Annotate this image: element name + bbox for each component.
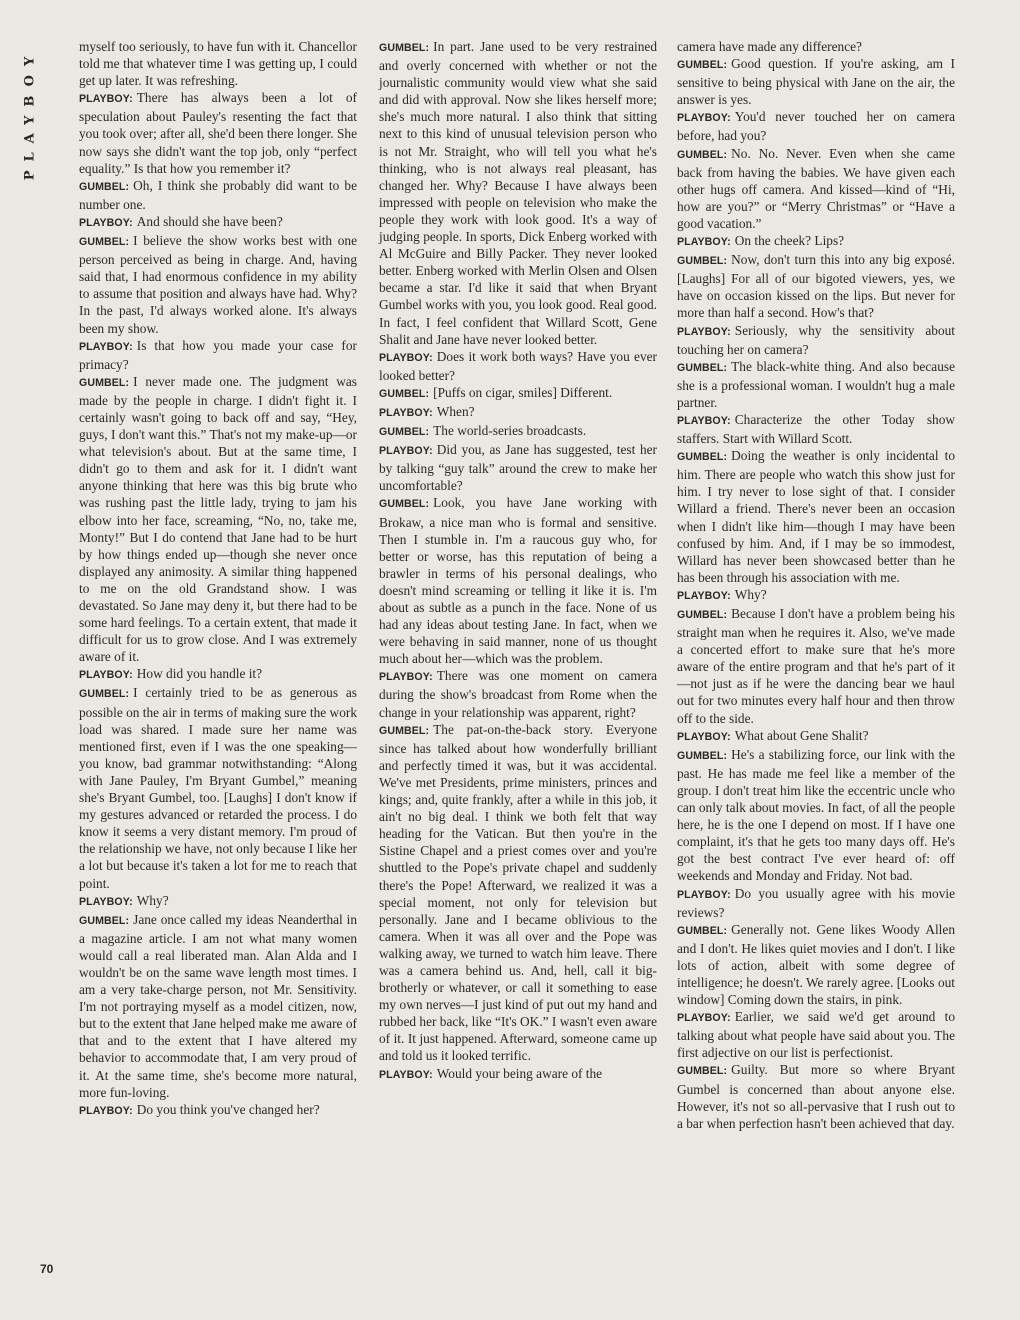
interview-paragraph [677, 1008, 955, 1061]
speaker-label: PLAYBOY: [79, 340, 133, 353]
speaker-label: PLAYBOY: [379, 1068, 433, 1081]
speaker-label: GUMBEL: [677, 609, 728, 621]
speaker-label: GUMBEL: [677, 148, 728, 161]
interview-paragraph [677, 145, 955, 232]
paragraph-text: Doing the weather is only incidental to him. There are people who watch this show just for him. I try never to lose sight of that. I consider Willard a friend. There's never been an occasion when I didn't like him—though I may have been confused by him. And, if I may be so immodest, Willard has never been showcased better than he has been through his association with me. [677, 448, 955, 585]
speaker-label: PLAYBOY: [379, 671, 433, 684]
interview-paragraph [677, 411, 955, 447]
paragraph-text: And should she have been? [136, 213, 283, 229]
speaker-label: PLAYBOY: [79, 669, 133, 682]
paragraph-text: Do you usually agree with his movie reviews? [677, 885, 955, 920]
speaker-label: GUMBEL: [677, 451, 728, 464]
paragraph-text: Good question. If you're asking, am I sensitive to being physical with Jane on the air, the answer is yes. [677, 56, 955, 108]
interview-paragraph [677, 447, 955, 586]
interview-paragraph [677, 55, 955, 108]
paragraph-text: Is that how you made your case for primacy? [79, 337, 357, 372]
paragraph-text: Did you, as Jane has suggested, test her by talking “guy talk” around the crew to make her uncomfortable? [379, 442, 657, 494]
paragraph-text: How did you handle it? [136, 666, 263, 682]
text-column-3 [677, 38, 955, 1132]
paragraph-text: Guilty. But more so where Bryant Gumbel is concerned than about anyone else. However, it's not so all-pervasive that I rush out to a bar when perfection hasn't been achieved that day. [677, 1062, 955, 1131]
interview-paragraph [79, 911, 357, 1101]
paragraph-text: Oh, I think she probably did want to be number one. [79, 177, 357, 212]
paragraph-text: Does it work both ways? Have you ever looked better? [379, 348, 657, 383]
interview-paragraph [677, 605, 955, 727]
speaker-label: PLAYBOY: [79, 93, 133, 106]
paragraph-text: Do you think you've changed her? [136, 1101, 320, 1117]
interview-paragraph [79, 892, 357, 911]
interview-paragraph [379, 667, 657, 720]
interview-paragraph [79, 177, 357, 213]
speaker-label: GUMBEL: [677, 255, 728, 268]
masthead-spine [18, 38, 58, 198]
text-column-2 [379, 38, 657, 1084]
text-column-1 [79, 38, 357, 1120]
interview-paragraph [379, 1065, 657, 1084]
speaker-label: GUMBEL: [79, 180, 130, 193]
interview-paragraph [677, 727, 955, 746]
paragraph-text: camera have made any difference? [677, 39, 862, 54]
interview-paragraph [677, 921, 955, 1008]
interview-paragraph [677, 746, 955, 885]
speaker-label: GUMBEL: [379, 724, 430, 737]
paragraph-text: There has always been a lot of speculation about Pauley's resenting the fact that you took over; after all, she'd been there longer. She now says she didn't want the top job, only “perfect equality.” Is that how you remember it? [79, 90, 357, 176]
interview-paragraph [79, 337, 357, 373]
paragraph-text: I certainly tried to be as generous as possible on the air in terms of making sure the work load was shared. I made sure her name was mentioned first, even if I was the one speaking—you know, bad grammar notwithstanding: “Along with Jane Pauley, I'm Bryant Gumbel,” meaning she's Bryant Gumbel, too. [Laughs] I don't know if my gestures advanced or retarded the process. I do know it seems a very distant memory. I'm proud of the relationship we have, not only because I like her a lot but because it's taken a lot for me to reach that point. [79, 685, 357, 891]
interview-paragraph [379, 721, 657, 1065]
interview-paragraph [79, 89, 357, 176]
speaker-label: PLAYBOY: [379, 351, 433, 364]
paragraph-text: Generally not. Gene likes Woody Allen and I don't. He likes quiet movies and I don't. I like lots of action, albeit with some degree of intelligence; he doesn't. We rarely agree. [Looks out window] Coming down the stairs, in pink. [677, 921, 955, 1008]
speaker-label: PLAYBOY: [677, 112, 731, 125]
interview-paragraph [677, 251, 955, 321]
speaker-label: GUMBEL: [677, 924, 728, 937]
paragraph-text: No. No. Never. Even when she came back from having the babies. We have given each other hugs off camera. And kissed—kind of “Hi, how are you?” or “Merry Christmas” or “Have a good vacation.” [677, 145, 955, 231]
paragraph-text: The black-white thing. And also because she is a professional woman. I wouldn't hug a male partner. [677, 358, 955, 410]
interview-paragraph [379, 38, 657, 348]
paragraph-text: I never made one. The judgment was made by the people in charge. I didn't fight it. I certainly wasn't going to back off and say, “Hey, guys, I don't want this.” That's not my make-up—or what television's about. But at the same time, I didn't go to them and ask for it. I didn't want anyone thinking that here was this big brute who was rushing past the little lady, trying to jam his elbow into her face, screaming, “No, no, take me, Monty!” But I do contend that Jane had to be hurt by how things ended up—though she never once displayed any animosity. A similar thing happened to me on the old Grandstand show. I was devastated. So Jane may deny it, but there had to be some hard feelings. To a certain extent, that made it difficult for us to grow close. And I was extremely aware of it. [79, 373, 357, 665]
interview-paragraph [79, 684, 357, 891]
speaker-label: GUMBEL: [677, 749, 728, 762]
speaker-label: PLAYBOY: [677, 414, 731, 427]
speaker-label: GUMBEL: [379, 387, 430, 400]
speaker-label: GUMBEL: [79, 376, 130, 389]
speaker-label: GUMBEL: [677, 361, 728, 374]
paragraph-text: Earlier, we said we'd get around to talking about what people have said about you. The first adjective on our list is perfectionist. [677, 1009, 955, 1061]
interview-paragraph [677, 885, 955, 921]
interview-paragraph [379, 403, 657, 422]
speaker-label: GUMBEL: [677, 59, 728, 72]
paragraph-text: myself too seriously, to have fun with it. Chancellor told me that whatever time I was getting up, I could get up later. It was refreshing. [79, 39, 357, 89]
speaker-label: PLAYBOY: [79, 1104, 133, 1117]
speaker-label: PLAYBOY: [79, 216, 133, 229]
paragraph-text: Would your being aware of the [436, 1065, 603, 1081]
interview-paragraph [677, 1061, 955, 1131]
speaker-label: GUMBEL: [79, 688, 130, 701]
interview-paragraph [79, 38, 357, 89]
speaker-label: PLAYBOY: [379, 406, 433, 419]
interview-paragraph [79, 213, 357, 232]
speaker-label: GUMBEL: [79, 236, 130, 249]
interview-paragraph [677, 38, 955, 55]
speaker-label: PLAYBOY: [79, 895, 133, 908]
paragraph-text: He's a stabilizing force, our link with the past. He has made me feel like a member of the group. I don't treat him like the eccentric uncle who can only talk about movies. In fact, of all the people here, he is the one I depend on most. If I have one complaint, it's that he gets too many days off. He's got the best contract I've ever heard of: off weekends and Monday and Friday. Not bad. [677, 746, 955, 884]
speaker-label: PLAYBOY: [677, 888, 731, 901]
speaker-label: GUMBEL: [379, 498, 430, 511]
interview-paragraph [79, 232, 357, 337]
paragraph-text: When? [436, 403, 475, 419]
paragraph-text: The world-series broadcasts. [433, 423, 587, 439]
speaker-label: PLAYBOY: [677, 730, 731, 743]
interview-paragraph [677, 358, 955, 411]
interview-paragraph [379, 441, 657, 494]
paragraph-text: Why? [734, 586, 767, 602]
speaker-label: PLAYBOY: [379, 445, 433, 458]
paragraph-text: Because I don't have a problem being his straight man when he requires it. Also, we've made a concerted effort to make sure that he's more aware of the entire program and that he's part of it—not just as if he were the dancing bear we haul out for two minutes every half hour and then throw off to the side. [677, 606, 955, 726]
speaker-label: PLAYBOY: [677, 325, 731, 338]
paragraph-text: I believe the show works best with one person perceived as being in charge. And, having said that, I had enormous confidence in my ability to assume that position and always have had. Why? In the past, I'd always worked alone. It's always been my show. [79, 233, 357, 336]
paragraph-text: Jane once called my ideas Neanderthal in a magazine article. I am not what many women would call a real liberated man. Alan Alda and I wouldn't be on the same wave length most times. I am a very take-charge person, not Mr. Sensitivity. I'm not portraying myself as a model citizen, now, but to the extent that Jane helped make me aware of that and to the extent that I have altered my behavior to accommodate that, I am very proud of it. At the same time, she's become more natural, more fun-loving. [79, 911, 357, 1100]
paragraph-text: On the cheek? Lips? [734, 233, 845, 249]
paragraph-text: [Puffs on cigar, smiles] Different. [433, 384, 613, 400]
interview-paragraph [677, 586, 955, 605]
paragraph-text: Now, don't turn this into any big exposé. [Laughs] For all of our bigoted viewers, yes, we have on occasion kissed on the lips. But never for more than half a second. How's that? [677, 252, 955, 321]
interview-paragraph [379, 422, 657, 441]
page-number: 70 [40, 1262, 54, 1276]
paragraph-text: Seriously, why the sensitivity about touching her on camera? [677, 322, 955, 357]
interview-paragraph [79, 665, 357, 684]
interview-paragraph [379, 384, 657, 403]
interview-paragraph [379, 348, 657, 384]
masthead-label: PLAYBOY [22, 47, 38, 181]
paragraph-text: You'd never touched her on camera before, had you? [677, 109, 955, 144]
paragraph-text: Characterize the other Today show staffers. Start with Willard Scott. [677, 411, 955, 447]
interview-paragraph [79, 373, 357, 666]
paragraph-text: Why? [136, 892, 169, 908]
interview-paragraph [677, 232, 955, 251]
speaker-label: GUMBEL: [379, 42, 430, 54]
speaker-label: PLAYBOY: [677, 236, 731, 249]
speaker-label: GUMBEL: [379, 426, 430, 439]
interview-paragraph [677, 322, 955, 358]
paragraph-text: The pat-on-the-back story. Everyone since has talked about how wonderfully brilliant and perfectly timed it was, but it was accidental. We've met Presidents, prime ministers, princes and kings; and, quite frankly, after a while in this job, it ain't no big deal. I think we both felt that way heading for the Vatican. But then you're in the Sistine Chapel and a priest comes over and you're shuttled to the Pope's private chapel and suddenly there's the Pope! Afterward, we realized it was a special moment, not only for television but personally. Jane and I became oblivious to the camera. When it was all over and the Pope was walking away, we turned to watch him leave. There was a camera behind us. And, hell, call it big-brotherly or whatever, or call it something to ease my own nerves—I just kind of put out my hand and rubbed her back, like “It's OK.” I wasn't even aware of it. It just happened. Afterward, someone came up and told us it looked terrific. [379, 721, 657, 1064]
paragraph-text: In part. Jane used to be very restrained and overly concerned with whether or not the journalistic community would view what she said and did with approval. Now she likes herself more; she's much more natural. I also think that sitting next to this kind of unusual television person who is not Mr. Straight, who will tell you what he's thinking, who is not always real pleasant, has changed her. Why? Because I have always been impressed with people on television who make the people they work with look good. It's a way of judging people. In sports, Dick Enberg worked with Al McGuire and Billy Packer. They never looked better. Enberg worked with Merlin Olsen and Olsen became a star. I'd like it said that when Bryant Gumbel works with you, you look good. Real good. In fact, I feel confident that Willard Scott, Gene Shalit and Jane have never looked better. [379, 39, 657, 347]
paragraph-text: What about Gene Shalit? [734, 727, 869, 743]
interview-paragraph [79, 1101, 357, 1120]
paragraph-text: There was one moment on camera during the show's broadcast from Rome when the change in your relationship was apparent, right? [379, 668, 657, 720]
speaker-label: GUMBEL: [79, 914, 130, 927]
speaker-label: PLAYBOY: [677, 1012, 731, 1025]
interview-paragraph [379, 494, 657, 667]
speaker-label: PLAYBOY: [677, 589, 731, 602]
speaker-label: GUMBEL: [677, 1065, 728, 1078]
paragraph-text: Look, you have Jane working with Brokaw, a nice man who is formal and sensitive. Then I stumble in. I'm a raucous guy who, for better or worse, has this reputation of being a brawler in terms of his personal dealings, who doesn't mind screaming or telling it like it is. I'm about as subtle as a punch in the face. None of us had any ideas about testing Jane. In fact, when we were behaving in said manner, none of us thought much about her—which was the problem. [379, 495, 657, 667]
interview-paragraph [677, 108, 955, 144]
